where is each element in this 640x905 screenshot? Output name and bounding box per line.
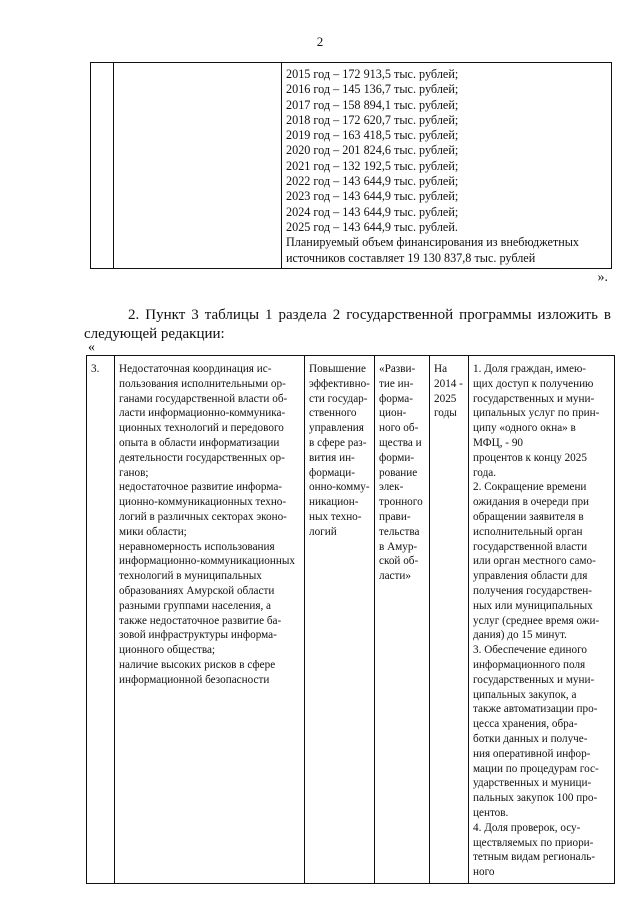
goal-line: логий [309,525,337,538]
indicator-line: или орган местного само- [473,555,596,568]
program-line: «Разви- [379,363,416,375]
program-name-cell [375,356,430,884]
goal-line: эффективно- [309,377,370,390]
problem-line: ционно-коммуникационных техно- [119,496,287,509]
problem-line: ганами государственной власти об- [119,392,288,405]
indicator-line: 3. Обеспечение единого [473,644,588,657]
indicator-line: государственных и муни- [473,673,595,686]
problem-line: технологий в муниципальных [119,570,262,583]
program-line: тельства [379,525,420,538]
goal-line: формаци- [309,466,355,479]
amendment-paragraph-line-1: 2. Пункт 3 таблицы 1 раздела 2 государственной программы изложить в [128,307,611,323]
indicator-line: щих доступ к получению [473,377,594,390]
indicator-line: ципальных услуг по прин- [473,407,600,420]
funding-year-line: 2025 год – 143 644,9 тыс. рублей. [286,219,458,234]
problem-line: ласти информационно-коммуника- [119,407,286,420]
period-line: годы [434,407,457,420]
goal-line: онно-комму- [309,481,370,494]
problem-line: образованиях Амурской области [119,584,275,597]
indicator-line: года. [473,466,497,479]
amendment-paragraph-line-2: следующей редакции: [84,326,225,342]
indicator-line: ципальных закупок, а [473,688,577,701]
funding-year-line: 2015 год – 172 913,5 тыс. рублей; [286,67,459,81]
period-line: На [434,363,448,375]
indicator-line: ожидания в очереди при [473,496,590,509]
indicator-line: обращении заявителя в [473,510,584,523]
indicator-line: управления области для [473,570,588,583]
indicator-line: процентов к концу 2025 [473,451,587,464]
funding-year-line: 2020 год – 201 824,6 тыс. рублей; [286,143,459,158]
goal-line: управления [309,422,364,435]
problem-line: разными группами населения, а [119,599,272,612]
problem-line: информационной безопасности [119,673,270,686]
problem-line: Недостаточная координация ис- [119,363,272,375]
program-line: ного об- [379,422,419,435]
goal-line: ственного [309,407,357,420]
indicator-line: также автоматизации про- [473,703,598,716]
program-line: элек- [379,481,404,494]
indicator-line: государственной власти [473,540,588,553]
problem-line: ционного общества; [119,644,216,657]
program-line: ской об- [379,555,419,568]
indicator-line: тетным видам региональ- [473,851,596,864]
indicator-line: ципу «одного окна» в [473,422,576,435]
amendment-paragraph [84,306,611,344]
indicator-line: мации по процедурам гос- [473,762,599,775]
funding-table [90,62,612,269]
funding-year-line: 2021 год – 132 192,5 тыс. рублей; [286,158,459,173]
funding-year-line: 2016 год – 145 136,7 тыс. рублей; [286,82,459,97]
page-number: 2 [316,34,324,49]
indicator-line: услуг (среднее время ожи- [473,614,600,627]
problem-line: логий в различных секторах эконо- [119,510,287,523]
funding-year-line: 2024 год – 143 644,9 тыс. рублей; [286,204,459,219]
program-line: форми- [379,451,415,464]
problem-line: ционных технологий и передового [119,422,284,435]
funding-year-line: 2017 год – 158 894,1 тыс. рублей; [286,97,459,112]
funding-year-line: 2023 год – 143 644,9 тыс. рублей; [286,189,459,204]
goal-line: сти государ- [309,392,368,405]
goal-line: ных техно- [309,510,362,523]
indicator-line: 2. Сокращение времени [473,481,587,494]
program-line: щества и [379,436,422,449]
goal-line: Повышение [309,363,366,375]
program-line: в Амур- [379,540,418,553]
problem-line: недостаточное развитие информа- [119,481,283,494]
indicator-line: информационного поля [473,658,586,671]
indicator-line: цесса хранения, обра- [473,718,578,731]
goal-line: никацион- [309,496,359,509]
indicator-line: ного [473,866,495,879]
problem-line: информационно-коммуникационных [119,555,295,568]
indicators-cell [469,356,615,884]
indicator-line: МФЦ, - 90 [473,436,524,449]
goal-line: в сфере раз- [309,436,367,449]
goal-line: вития ин- [309,451,355,464]
indicator-line: 1. Доля граждан, имею- [473,363,587,375]
opening-quote: « [88,340,95,355]
indicator-line: ботки данных и получе- [473,732,588,745]
program-line: форма- [379,392,413,405]
problem-line: наличие высоких рисков в сфере [119,658,276,671]
funding-year-line: 2019 год – 163 418,5 тыс. рублей; [286,128,459,143]
program-line: прави- [379,510,411,523]
funding-table-cell-empty-1 [91,63,114,269]
indicator-line: ных или муниципальных [473,599,593,612]
row-number-cell [87,356,115,884]
problem-line: мики области; [119,525,187,538]
indicator-line: пальных закупок 100 про- [473,792,598,805]
problem-line: пользования исполнительными ор- [119,377,286,390]
period-line: 2014 - [434,377,463,390]
closing-quote: ». [597,270,608,285]
program-line: тронного [379,496,423,509]
problem-line: зовой инфраструктуры информа- [119,629,277,642]
program-line: ласти» [379,570,411,583]
indicator-line: 4. Доля проверок, осу- [473,821,581,834]
indicator-line: получения государствен- [473,584,593,597]
problem-line: ганов; [119,466,149,479]
funding-year-line: 2018 год – 172 620,7 тыс. рублей; [286,112,459,127]
indicator-line: исполнительный орган [473,525,583,538]
indicator-line: дания) до 15 минут. [473,629,567,642]
period-line: 2025 [434,392,457,405]
problem-line: деятельности государственных ор- [119,451,285,464]
row-number: 3. [91,363,100,375]
program-line: тие ин- [379,377,414,390]
indicator-line: ния оперативной инфор- [473,747,591,760]
problem-line: также недостаточное развитие ба- [119,614,282,627]
funding-years-cell [282,63,612,269]
indicator-line: ществляемых по приори- [473,836,594,849]
planned-extrabudgetary-line-2: источников составляет 19 130 837,8 тыс. рублей [286,250,536,265]
program-table [86,355,615,884]
funding-table-cell-empty-2 [114,63,282,269]
indicator-line: центов. [473,806,509,819]
funding-year-line: 2022 год – 143 644,9 тыс. рублей; [286,174,459,189]
goal-cell [305,356,375,884]
problem-cell [115,356,305,884]
planned-extrabudgetary-line-1: Планируемый объем финансирования из внебюджетных [286,235,579,250]
indicator-line: государственных и муни- [473,392,595,405]
indicator-line: ударственных и муници- [473,777,592,790]
period-cell [430,356,469,884]
program-line: рование [379,466,418,479]
problem-line: неравномерность использования [119,540,275,553]
program-line: цион- [379,407,407,420]
problem-line: опыта в области информатизации [119,436,280,449]
